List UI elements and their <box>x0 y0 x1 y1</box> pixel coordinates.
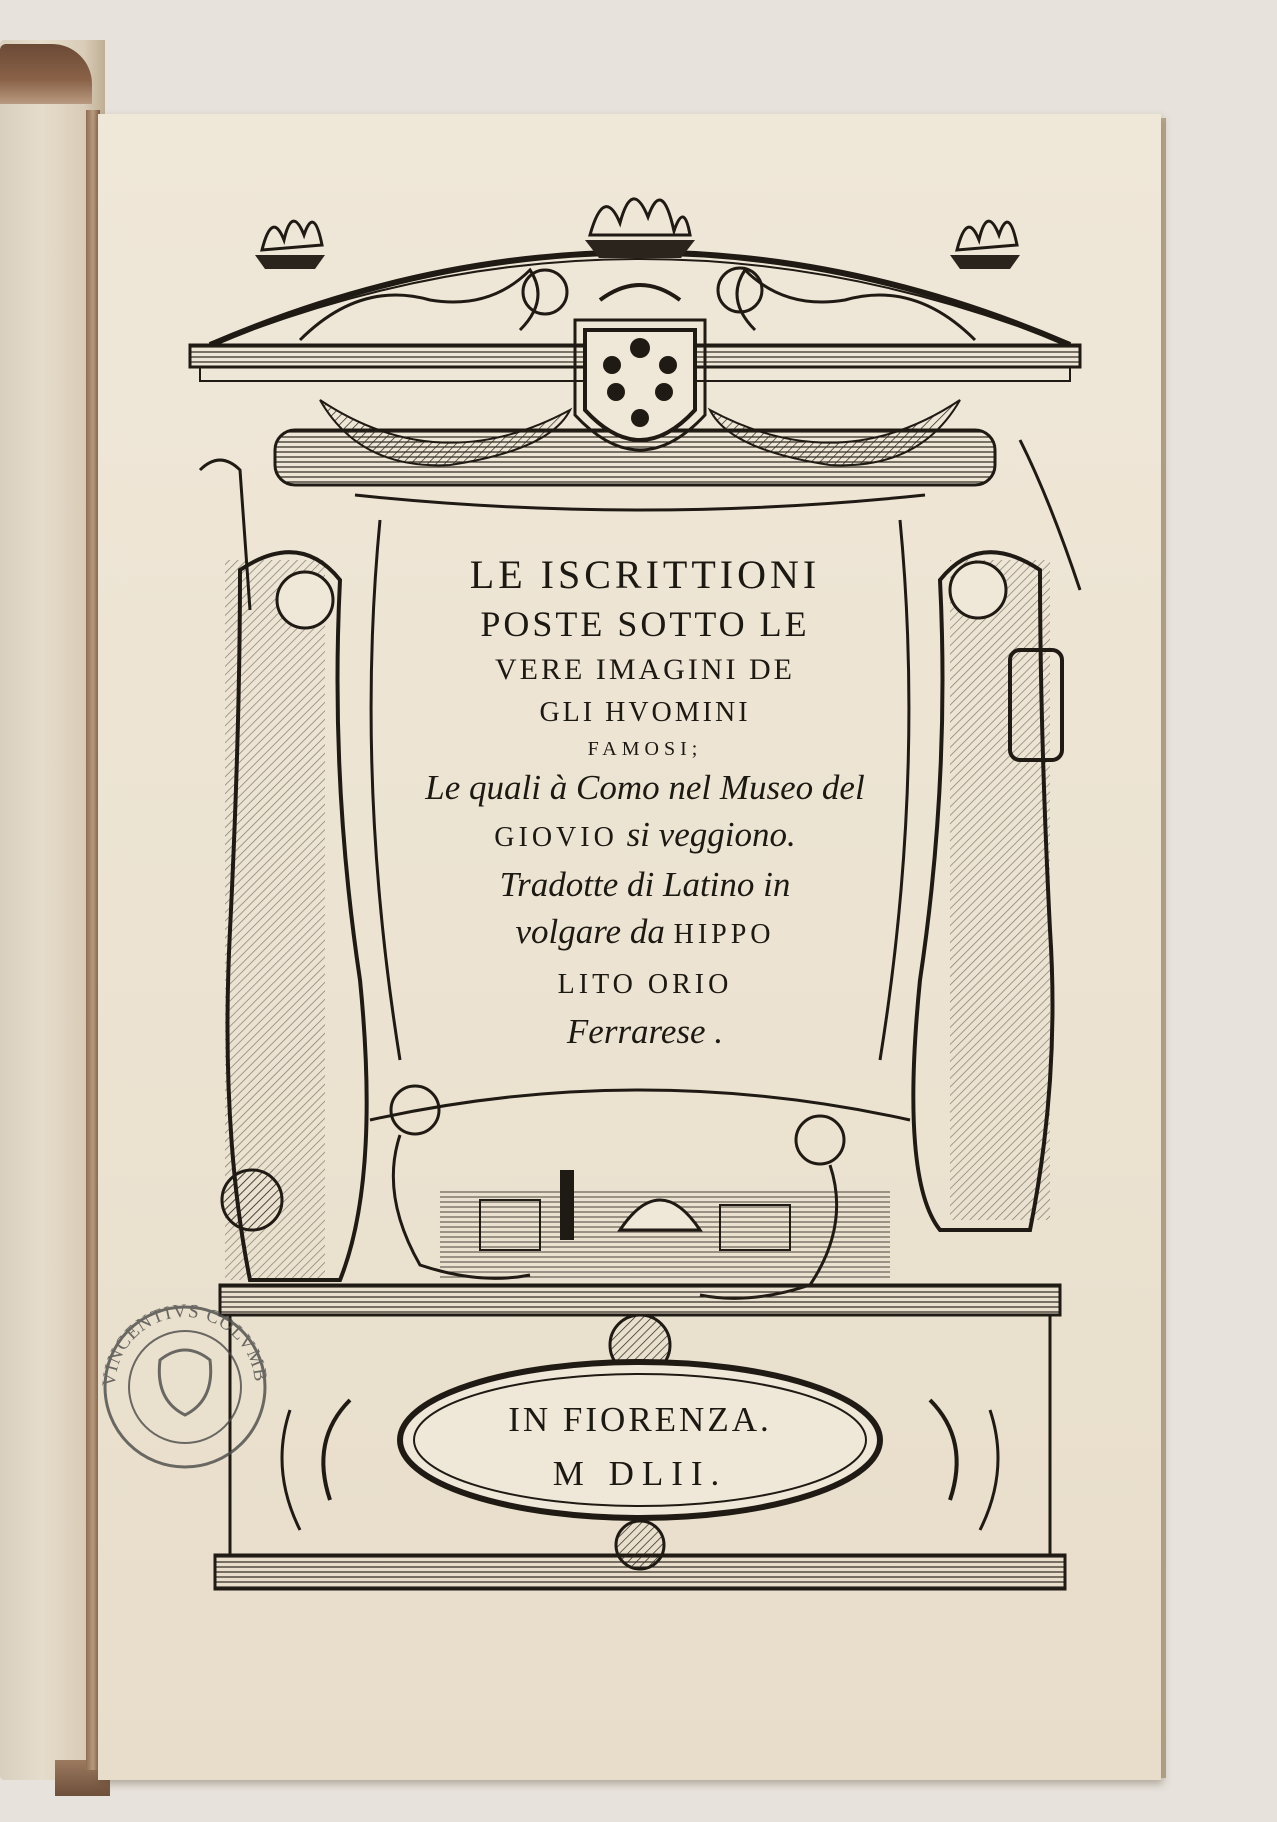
subtitle-line-1: Le quali à Como nel Museo del <box>425 768 865 807</box>
translator-name-part1: HIPPO <box>673 919 775 950</box>
title-line-5: FAMOSI; <box>587 738 703 760</box>
author-name: GIOVIO <box>494 822 618 853</box>
crest-icon <box>159 1350 210 1415</box>
subtitle-line-2 <box>395 811 895 861</box>
subtitle-line-4 <box>395 908 895 958</box>
left-caryatid-figure <box>200 460 367 1280</box>
subtitle-line-3: Tradotte di Latino in <box>499 865 791 904</box>
translator-name-part2: LITO ORIO <box>557 969 733 1000</box>
subtitle-line-2-rest: si veggiono. <box>617 815 796 854</box>
title-line-3: VERE IMAGINI DE <box>495 653 795 686</box>
title-line-2: POSTE SOTTO LE <box>480 604 810 644</box>
title-line-4: GLI HVOMINI <box>539 697 751 728</box>
subtitle-line-4-lower: volgare da <box>515 912 674 951</box>
mask-icon <box>616 1521 664 1569</box>
subtitle-line-5 <box>395 958 895 1008</box>
right-caryatid-figure <box>913 440 1080 1230</box>
coat-of-arms-icon <box>575 285 705 450</box>
imprint-year: M DLII. <box>552 1454 728 1493</box>
stamp-text: VINCENTIVS COLVMB <box>98 1300 272 1388</box>
imprint-place: IN FIORENZA. <box>508 1400 772 1439</box>
title-block <box>395 550 895 1055</box>
imprint <box>465 1393 815 1501</box>
subtitle-line-6: Ferrarese . <box>566 1012 724 1051</box>
title-line-1: LE ISCRITTIONI <box>469 552 821 597</box>
collector-stamp <box>99 1301 271 1467</box>
